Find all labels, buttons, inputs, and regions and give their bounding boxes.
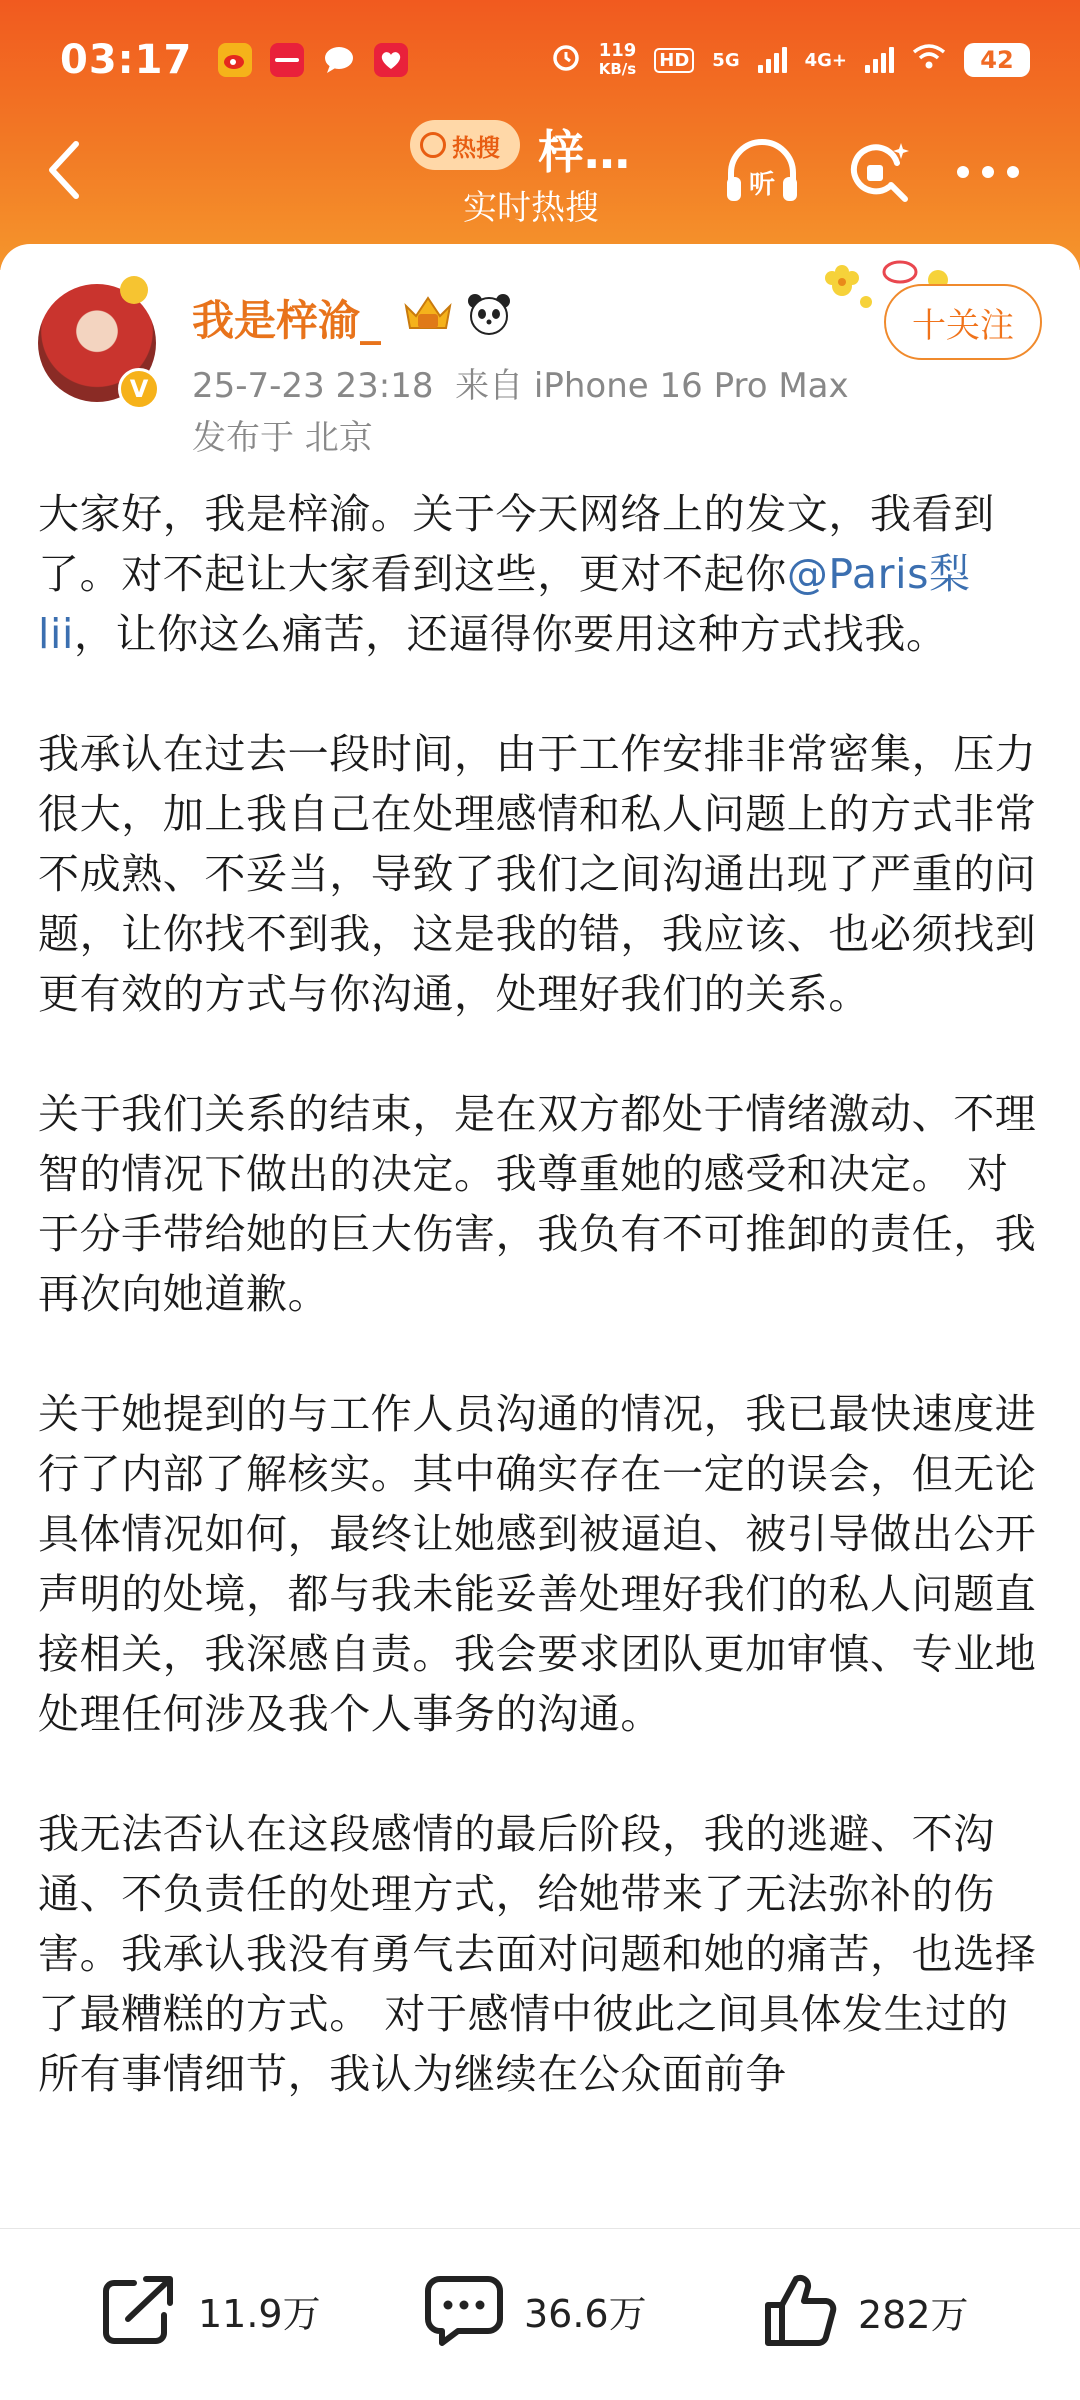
paragraph-text: ，让你这么痛苦，还逼得你要用这种方式找我。 [73, 610, 948, 658]
comment-count: 36.6万 [524, 2291, 647, 2336]
net-speed-unit: KB/s [598, 60, 637, 78]
more-dots-icon [953, 162, 1023, 182]
like-button[interactable] [762, 2273, 969, 2349]
share-icon [100, 2273, 178, 2347]
verified-badge: V [118, 368, 160, 410]
page-title: 梓… [538, 125, 630, 179]
post-paragraph-4: 关于她提到的与工作人员沟通的情况，我已最快速度进行了内部了解核实。其中确实存在一定的误会，但无论具体情况如何，最终让她感到被逼迫、被引导做出公开声明的处境，都与我未能妥善处理好我们的私人问题直接相关，我深感自责。我会要求团队更加审慎、专业地处理任何涉及我个人事务的沟通。 [38, 1390, 1037, 1738]
post-source: 来自 iPhone 16 Pro Max [455, 366, 849, 406]
post-paragraph-3: 关于我们关系的结束，是在双方都处于情绪激动、不理智的情况下做出的决定。我尊重她的感受和决定。 对于分手带给她的巨大伤害，我负有不可推卸的责任，我再次向她道歉。 [38, 1090, 1037, 1318]
post-location: 发布于 北京 [192, 418, 373, 458]
header [0, 0, 1080, 270]
bottom-action-bar [0, 2228, 1080, 2400]
search-icon [420, 132, 446, 158]
page-subtitle: 实时热搜 [463, 188, 599, 228]
signal-label-1: 5G [712, 49, 740, 71]
battery-indicator: 42 [964, 43, 1030, 77]
like-count: 282万 [858, 2292, 969, 2337]
xiaohongshu-icon [270, 43, 304, 77]
comment-icon [424, 2273, 504, 2347]
status-time: 03:17 [60, 37, 193, 83]
net-speed-value: 119 [598, 40, 637, 61]
panda-badge-icon[interactable] [466, 292, 512, 336]
headphones-icon [723, 137, 801, 207]
share-count: 11.9万 [198, 2291, 321, 2336]
post-card [0, 244, 1080, 2244]
post-paragraph-2: 我承认在过去一段时间，由于工作安排非常密集，压力很大，加上我自己在处理感情和私人问题上的方式非常不成熟、不妥当，导致了我们之间沟通出现了严重的问题，让你找不到我，这是我的错，我应该、也必须找到更有效的方式与你沟通，处理好我们的关系。 [38, 730, 1037, 1018]
chat-icon [322, 43, 356, 77]
post-meta [192, 358, 849, 407]
hot-search-label: 热搜 [452, 133, 500, 162]
status-right [551, 42, 1030, 78]
status-app-icons [218, 43, 408, 77]
crown-badge-icon[interactable] [400, 292, 456, 336]
ai-search-button[interactable] [840, 132, 920, 212]
status-bar [0, 0, 1080, 120]
back-button[interactable] [34, 130, 94, 210]
share-button[interactable] [100, 2273, 321, 2347]
signal-label-2: 4G+ [804, 49, 847, 71]
post-paragraph-1 [38, 484, 1042, 664]
svg-text:听: 听 [748, 170, 776, 200]
thumbs-up-icon [762, 2273, 838, 2349]
weibo-icon [218, 43, 252, 77]
ai-search-icon [845, 137, 915, 207]
listen-button[interactable] [722, 132, 802, 212]
paragraph-text: 大家好，我是梓渝。关于今天网络上的发文，我看到了。对不起让大家看到这些，更对不起你 [38, 490, 995, 598]
username[interactable]: 我是梓渝_ [192, 296, 382, 345]
net-speed [599, 42, 637, 78]
post-body [38, 484, 1042, 2164]
heart-app-icon [374, 43, 408, 77]
more-button[interactable] [948, 132, 1028, 212]
alarm-icon [551, 42, 581, 78]
comment-button[interactable] [424, 2273, 647, 2347]
post-timestamp: 25-7-23 23:18 [192, 366, 434, 406]
hd-badge: HD [654, 48, 694, 73]
hot-search-pill[interactable] [410, 120, 520, 170]
chevron-left-icon [44, 140, 84, 200]
signal-bars-icon [758, 47, 787, 73]
nav-row [0, 120, 1080, 260]
follow-button[interactable]: 十关注 [884, 284, 1042, 360]
avatar-decoration-icon [120, 276, 148, 304]
signal-bars-2-icon [865, 47, 894, 73]
mention-link[interactable]: @Paris梨lii [38, 550, 971, 658]
post-paragraph-5: 我无法否认在这段感情的最后阶段，我的逃避、不沟通、不负责任的处理方式，给她带来了无法弥补的伤害。我承认我没有勇气去面对问题和她的痛苦，也选择了最糟糕的方式。 对于感情中彼此之间具体发生过的所有事情细节，我认为继续在公众面前争 [38, 1810, 1037, 2098]
wifi-icon [912, 44, 946, 76]
